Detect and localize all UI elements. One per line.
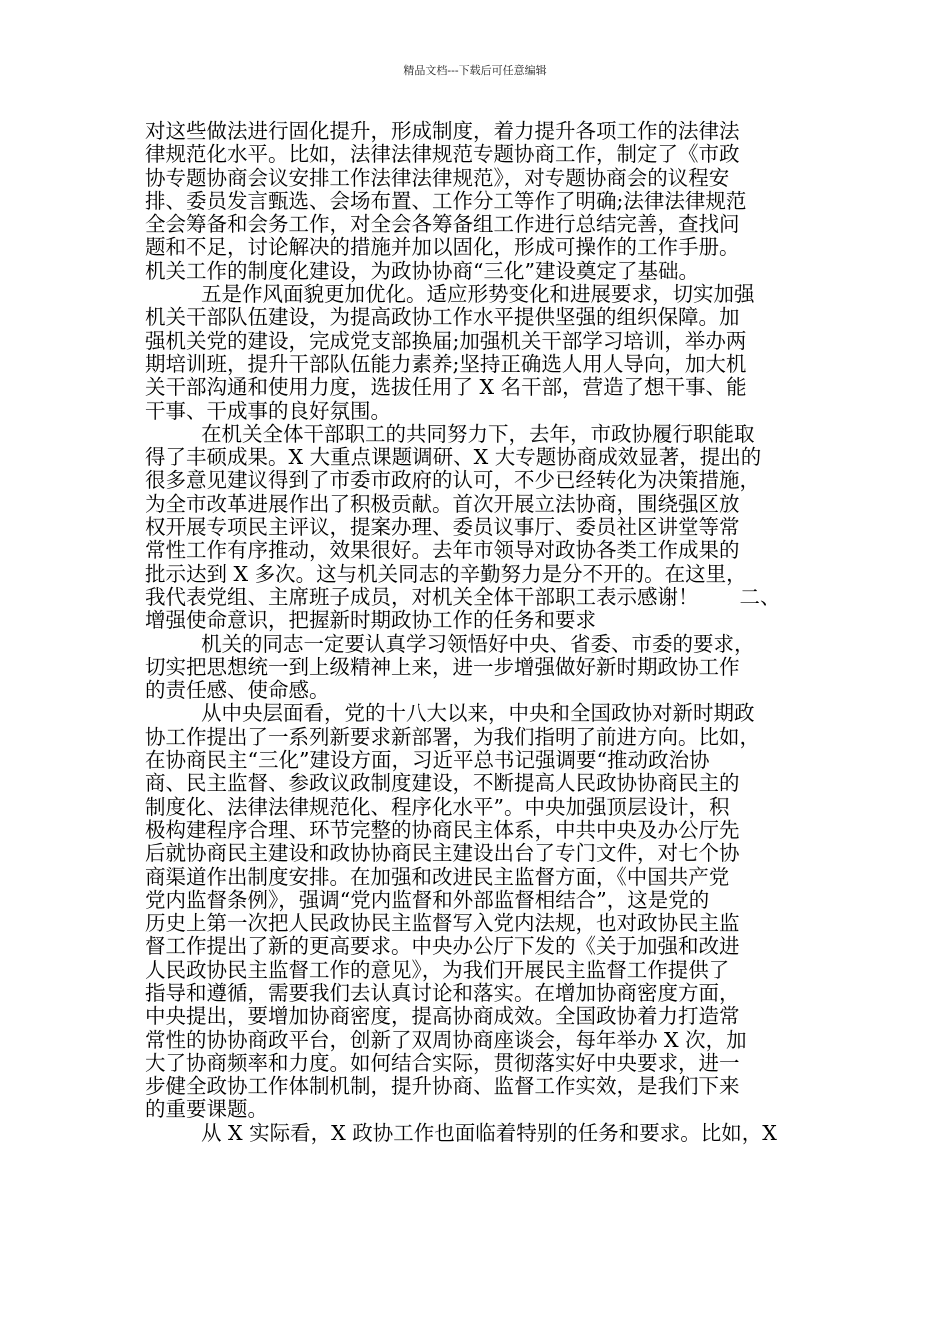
- text-line: 从 X 实际看，X 政协工作也面临着特别的任务和要求。比如，X: [201, 1121, 777, 1145]
- text-line: 批示达到 X 多次。这与机关同志的辛勤努力是分不开的。在这里，: [145, 562, 747, 586]
- text-line: 排、委员发言甄选、会场布置、工作分工等作了明确;法律法律规范: [145, 189, 747, 213]
- text-line: 全会筹备和会务工作，对全会各筹备组工作进行总结完善，查找问: [145, 213, 740, 237]
- text-line: 切实把思想统一到上级精神上来，进一步增强做好新时期政协工作: [145, 655, 740, 679]
- document-body: [145, 120, 807, 1145]
- text-line: 增强使命意识，把握新时期政协工作的任务和要求: [145, 609, 596, 633]
- text-line: 人民政协民主监督工作的意见》，为我们开展民主监督工作提供了: [145, 958, 730, 982]
- text-line: 常性工作有序推动，效果很好。去年市领导对政协各类工作成果的: [145, 539, 740, 563]
- text-line: 指导和遵循，需要我们去认真讨论和落实。在增加协商密度方面，: [145, 981, 740, 1005]
- text-line: 商渠道作出制度安排。在加强和改进民主监督方面，《中国共产党: [145, 865, 730, 889]
- text-line: 机关的同志一定要认真学习领悟好中央、省委、市委的要求，: [201, 632, 755, 656]
- text-line: 督工作提出了新的更高要求。中央办公厅下发的《关于加强和改进: [145, 935, 740, 959]
- text-line: 后就协商民主建设和政协协商民主建设出台了专门文件，对七个协: [145, 842, 740, 866]
- text-line: 机关干部队伍建设，为提高政协工作水平提供坚强的组织保障。加: [145, 306, 740, 330]
- text-line: 很多意见建议得到了市委市政府的认可，不少已经转化为决策措施，: [145, 469, 760, 493]
- text-line: 关干部沟通和使用力度，选拔任用了 X 名干部，营造了想干事、能: [145, 376, 747, 400]
- page-header: 精品文档---下载后可任意编辑: [403, 64, 547, 77]
- text-line: 商、民主监督、参政议政制度建设，不断提高人民政协协商民主的: [145, 772, 740, 796]
- text-line: 的重要课题。: [145, 1098, 268, 1122]
- text-line: 协专题协商会议安排工作法律法律规范》，对专题协商会的议程安: [145, 166, 730, 190]
- text-line: 机关工作的制度化建设，为政协协商“三化”建设奠定了基础。: [145, 259, 699, 283]
- text-line: 大了协商频率和力度。如何结合实际，贯彻落实好中央要求，进一: [145, 1051, 740, 1075]
- text-line: 为全市改革进展作出了积极贡献。首次开展立法协商，围绕强区放: [145, 492, 740, 516]
- text-line: 我代表党组、主席班子成员，对机关全体干部职工表示感谢！ 二、: [145, 585, 781, 609]
- text-line: 五是作风面貌更加优化。适应形势变化和进展要求，切实加强: [201, 283, 755, 307]
- text-line: 在协商民主“三化”建设方面，习近平总书记强调要“推动政治协: [145, 749, 710, 773]
- text-line: 得了丰硕成果。X 大重点课题调研、X 大专题协商成效显著，提出的: [145, 446, 762, 470]
- text-line: 权开展专项民主评议，提案办理、委员议事厅、委员社区讲堂等常: [145, 516, 740, 540]
- text-line: 从中央层面看，党的十八大以来，中央和全国政协对新时期政: [201, 702, 755, 726]
- text-line: 的责任感、使命感。: [145, 679, 330, 703]
- text-line: 常性的协协商政平台，创新了双周协商座谈会，每年举办 X 次，加: [145, 1028, 747, 1052]
- text-line: 题和不足，讨论解决的措施并加以固化，形成可操作的工作手册。: [145, 236, 740, 260]
- text-line: 协工作提出了一系列新要求新部署，为我们指明了前进方向。比如，: [145, 725, 760, 749]
- text-line: 在机关全体干部职工的共同努力下，去年，市政协履行职能取: [201, 422, 755, 446]
- text-line: 律规范化水平。比如，法律法律规范专题协商工作，制定了《市政: [145, 143, 740, 167]
- text-line: 步健全政协工作体制机制，提升协商、监督工作实效，是我们下来: [145, 1075, 740, 1099]
- text-line: 历史上第一次把人民政协民主监督写入党内法规，也对政协民主监: [145, 912, 740, 936]
- text-line: 强机关党的建设，完成党支部换届;加强机关干部学习培训，举办两: [145, 329, 747, 353]
- text-line: 制度化、法律法律规范化、程序化水平”。中央加强顶层设计，积: [145, 795, 730, 819]
- text-line: 对这些做法进行固化提升，形成制度，着力提升各项工作的法律法: [145, 120, 740, 143]
- text-line: 极构建程序合理、环节完整的协商民主体系，中共中央及办公厅先: [145, 818, 740, 842]
- text-line: 中央提出，要增加协商密度，提高协商成效。全国政协着力打造常: [145, 1005, 740, 1029]
- text-line: 党内监督条例》，强调“党内监督和外部监督相结合”，这是党的: [145, 888, 710, 912]
- text-line: 期培训班，提升干部队伍能力素养;坚持正确选人用人导向，加大机: [145, 352, 747, 376]
- text-line: 干事、干成事的良好氛围。: [145, 399, 391, 423]
